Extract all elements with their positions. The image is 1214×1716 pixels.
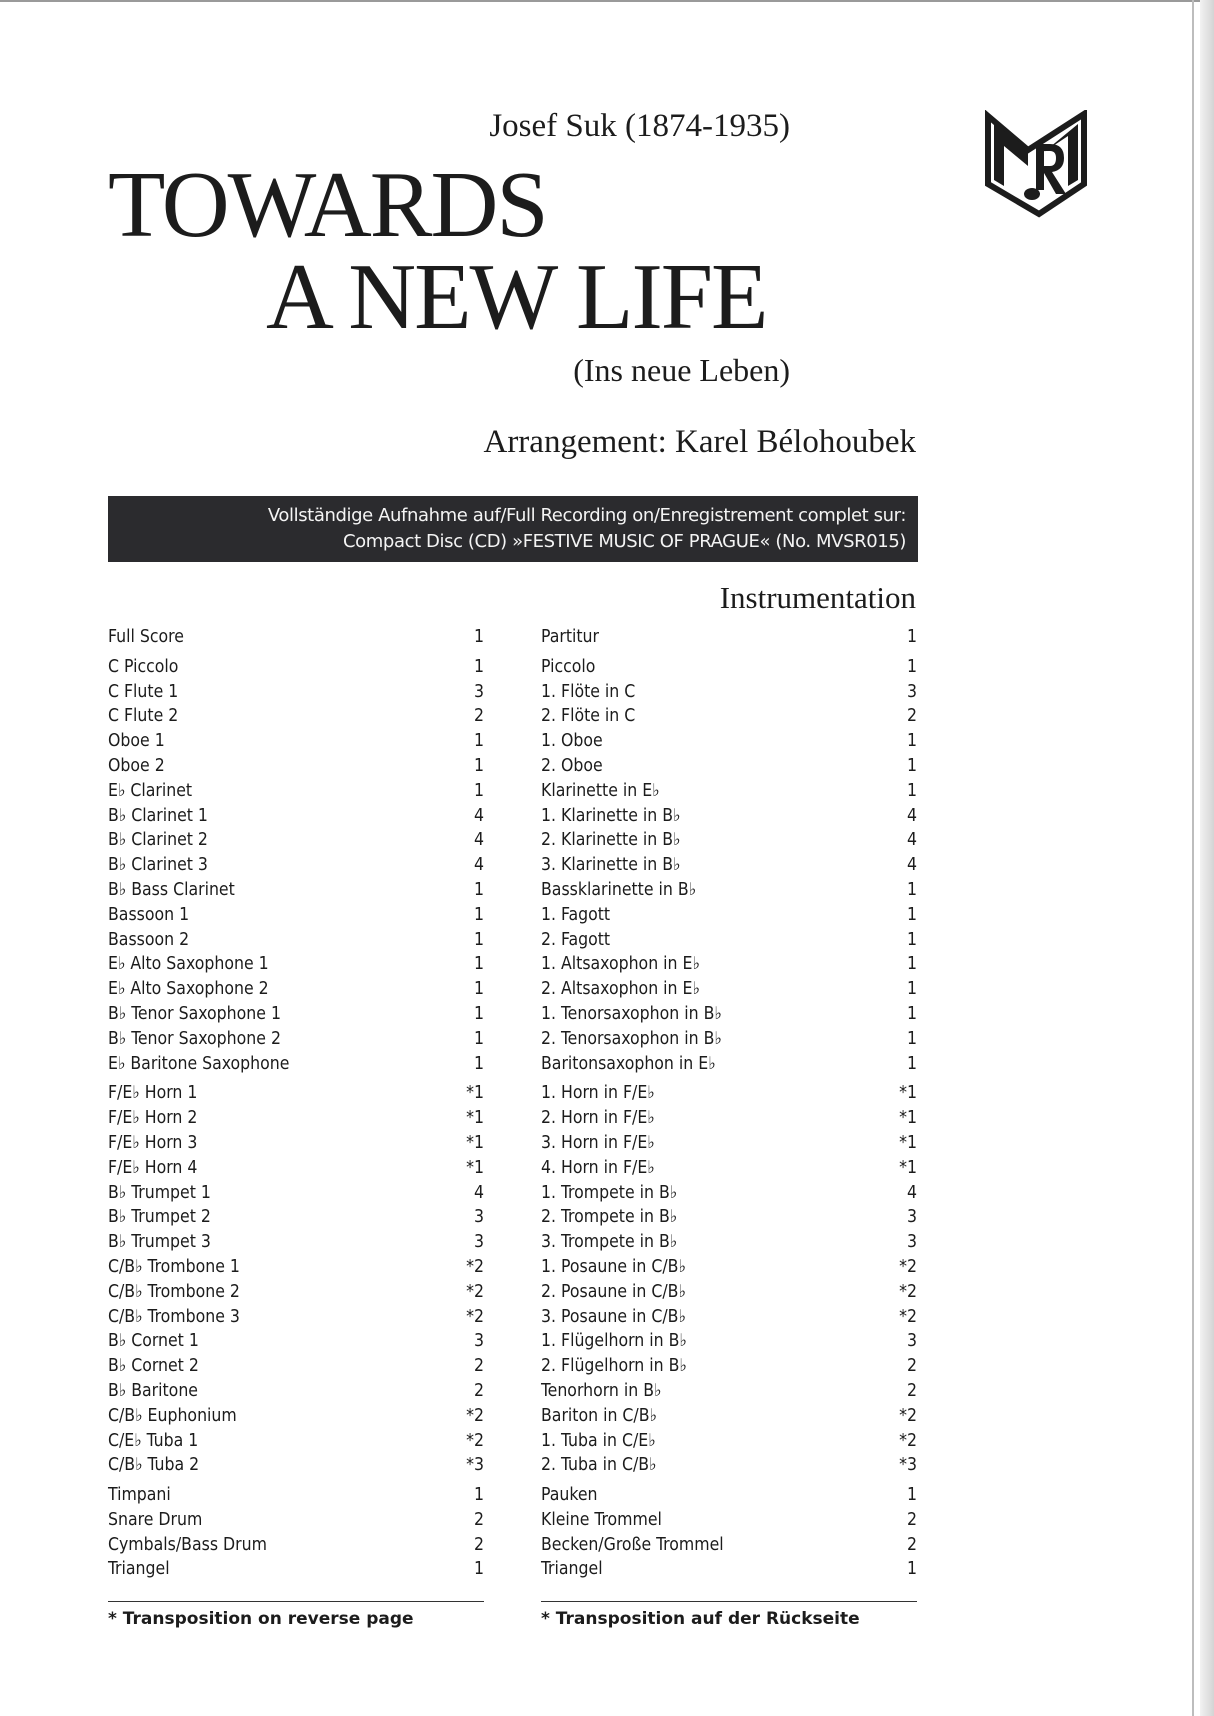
german-row [541,1508,917,1533]
composer: Josef Suk (1874-1935) [489,108,790,144]
banner-line-1: Vollständige Aufnahme auf/Full Recording on/Enregistrement complet sur: [267,505,906,526]
german-instrument-name: 2. Oboe [541,755,603,776]
german-part-count: *1 [899,1132,917,1153]
german-part-count: *2 [899,1256,917,1277]
english-instrument-name: C/B♭ Trombone 1 [108,1256,240,1277]
german-part-count: 1 [906,954,917,975]
german-part-count: 1 [906,929,917,950]
english-instrument-name: E♭ Clarinet [108,780,193,801]
german-part-count: 1 [906,731,917,752]
english-row [108,853,484,878]
english-part-count: 2 [473,1534,484,1555]
english-instrument-name: C/B♭ Trombone 2 [108,1281,240,1302]
german-part-count: *1 [899,1157,917,1178]
german-row [541,1379,917,1404]
german-instrument-name: Klarinette in E♭ [541,780,660,801]
english-part-count: *2 [466,1281,484,1302]
english-instrument-name: F/E♭ Horn 2 [108,1108,198,1129]
english-part-count: 1 [473,1485,484,1506]
german-row [541,1230,917,1255]
english-part-count: 1 [473,879,484,900]
english-part-count: 1 [473,954,484,975]
german-instrument-name: 2. Flügelhorn in B♭ [541,1356,687,1377]
german-instrument-name: 1. Flöte in C [541,681,636,702]
english-instrument-name: F/E♭ Horn 4 [108,1157,198,1178]
english-row [108,655,484,680]
german-part-count: 4 [906,1182,917,1203]
german-instrument-list [541,625,917,1582]
english-row [108,704,484,729]
banner-line-2: Compact Disc (CD) »FESTIVE MUSIC OF PRAGUE« (No. MVSR015) [343,531,906,552]
german-row [541,952,917,977]
english-part-count: *1 [466,1108,484,1129]
page-right-edge-line [1192,0,1194,1716]
english-row [108,1205,484,1230]
english-instrument-name: B♭ Tenor Saxophone 2 [108,1028,281,1049]
german-row [541,828,917,853]
english-instrument-name: B♭ Trumpet 3 [108,1232,211,1253]
german-part-count: *1 [899,1083,917,1104]
german-instrument-name: 1. Tuba in C/E♭ [541,1430,656,1451]
german-instrument-name: Bassklarinette in B♭ [541,879,697,900]
german-row [541,1533,917,1558]
english-instrument-name: E♭ Alto Saxophone 2 [108,979,269,1000]
german-part-count: 4 [906,830,917,851]
german-part-count: 2 [906,1509,917,1530]
german-row [541,977,917,1002]
english-part-count: 4 [473,1182,484,1203]
german-row [541,1205,917,1230]
english-part-count: 4 [473,805,484,826]
german-instrument-name: 4. Horn in F/E♭ [541,1157,655,1178]
german-row [541,1106,917,1131]
german-row [541,853,917,878]
english-instrument-name: Bassoon 1 [108,904,190,925]
english-instrument-name: Full Score [108,627,184,647]
english-part-count: 3 [473,1331,484,1352]
english-instrument-name: C/B♭ Euphonium [108,1405,237,1426]
german-part-count: 4 [906,855,917,876]
footnote-divider-right [541,1601,917,1602]
english-row [108,928,484,953]
german-row [541,1052,917,1077]
english-part-count: 1 [473,1559,484,1580]
english-instrument-name: B♭ Clarinet 1 [108,805,208,826]
german-instrument-name: 3. Horn in F/E♭ [541,1132,655,1153]
english-row [108,1379,484,1404]
german-part-count: *2 [899,1430,917,1451]
english-instrument-name: Triangel [108,1559,170,1580]
english-instrument-name: Oboe 2 [108,755,165,776]
english-part-count: 1 [473,627,484,647]
german-instrument-name: Kleine Trommel [541,1509,662,1530]
german-row [541,704,917,729]
german-instrument-name: 2. Fagott [541,929,611,950]
german-part-count: 3 [906,1331,917,1352]
german-instrument-name: Pauken [541,1485,598,1506]
german-row [541,804,917,829]
english-part-count: 1 [473,780,484,801]
german-instrument-name: 1. Klarinette in B♭ [541,805,681,826]
english-instrument-name: C/B♭ Trombone 3 [108,1306,240,1327]
english-row [108,1508,484,1533]
page-right-edge [1200,0,1214,1716]
german-part-count: *3 [899,1455,917,1476]
english-part-count: 1 [473,904,484,925]
german-row [541,1280,917,1305]
english-row [108,1483,484,1508]
english-row [108,1181,484,1206]
german-instrument-name: Tenorhorn in B♭ [541,1380,662,1401]
english-row [108,1354,484,1379]
german-instrument-name: 1. Oboe [541,731,603,752]
german-row [541,903,917,928]
english-instrument-name: F/E♭ Horn 3 [108,1132,198,1153]
german-instrument-name: Baritonsaxophon in E♭ [541,1053,716,1074]
footnote-divider-left [108,1601,484,1602]
german-part-count: 1 [906,1003,917,1024]
english-row [108,729,484,754]
english-instrument-name: Timpani [108,1485,171,1506]
english-row [108,1255,484,1280]
english-part-count: 4 [473,830,484,851]
german-row [541,1156,917,1181]
english-part-count: 2 [473,1509,484,1530]
german-instrument-name: 2. Flöte in C [541,706,636,727]
english-row [108,1002,484,1027]
english-part-count: 3 [473,1232,484,1253]
german-part-count: *1 [899,1108,917,1129]
german-instrument-name: Becken/Große Trommel [541,1534,724,1555]
german-part-count: 4 [906,805,917,826]
english-instrument-name: Bassoon 2 [108,929,190,950]
english-part-count: 2 [473,1356,484,1377]
english-part-count: *2 [466,1405,484,1426]
german-part-count: *2 [899,1306,917,1327]
german-instrument-name: 1. Posaune in C/B♭ [541,1256,686,1277]
english-instrument-name: B♭ Trumpet 1 [108,1182,211,1203]
german-part-count: 3 [906,1232,917,1253]
recording-banner [108,496,918,562]
english-instrument-name: C/B♭ Tuba 2 [108,1455,200,1476]
english-part-count: 2 [473,1380,484,1401]
english-row [108,1429,484,1454]
english-part-count: *1 [466,1157,484,1178]
german-part-count: 1 [906,1053,917,1074]
english-instrument-name: C Flute 2 [108,706,179,727]
german-part-count: 1 [906,1028,917,1049]
english-instrument-name: E♭ Alto Saxophone 1 [108,954,269,975]
german-part-count: 1 [906,1485,917,1506]
footnote-german: * Transposition auf der Rückseite [541,1609,860,1629]
english-part-count: 1 [473,979,484,1000]
german-row [541,1329,917,1354]
german-part-count: 1 [906,879,917,900]
english-instrument-name: B♭ Baritone [108,1380,198,1401]
german-row [541,1404,917,1429]
page-title [108,153,767,349]
german-part-count: 3 [906,681,917,702]
german-part-count: 1 [906,979,917,1000]
german-instrument-name: 1. Tenorsaxophon in B♭ [541,1003,722,1024]
english-row [108,1305,484,1330]
german-instrument-name: Bariton in C/B♭ [541,1405,657,1426]
english-instrument-name: Oboe 1 [108,731,165,752]
german-part-count: 1 [906,904,917,925]
english-row [108,1156,484,1181]
german-part-count: *2 [899,1405,917,1426]
english-row [108,1557,484,1582]
german-row [541,655,917,680]
german-part-count: 2 [906,1534,917,1555]
english-row [108,1081,484,1106]
german-part-count: 1 [906,627,917,647]
german-part-count: 2 [906,1380,917,1401]
english-instrument-name: E♭ Baritone Saxophone [108,1053,290,1074]
german-part-count: 1 [906,1559,917,1580]
german-row [541,1354,917,1379]
english-instrument-name: C Piccolo [108,656,179,677]
german-part-count: 2 [906,706,917,727]
german-instrument-name: 3. Klarinette in B♭ [541,855,681,876]
english-instrument-name: F/E♭ Horn 1 [108,1083,198,1104]
german-row [541,1081,917,1106]
english-instrument-name: C Flute 1 [108,681,179,702]
english-part-count: 3 [473,1207,484,1228]
german-instrument-name: Triangel [541,1559,603,1580]
german-row [541,928,917,953]
german-instrument-name: 1. Trompete in B♭ [541,1182,678,1203]
english-instrument-name: Snare Drum [108,1509,203,1530]
english-instrument-name: B♭ Trumpet 2 [108,1207,211,1228]
german-row [541,1429,917,1454]
english-instrument-name: B♭ Cornet 1 [108,1331,199,1352]
english-row [108,625,484,650]
english-part-count: *1 [466,1083,484,1104]
english-row [108,1280,484,1305]
german-row [541,1027,917,1052]
english-instrument-name: B♭ Clarinet 3 [108,855,208,876]
english-part-count: 1 [473,731,484,752]
english-part-count: *2 [466,1430,484,1451]
english-row [108,754,484,779]
english-row [108,828,484,853]
german-instrument-name: 2. Altsaxophon in E♭ [541,979,700,1000]
german-row [541,1131,917,1156]
german-row [541,878,917,903]
english-instrument-name: B♭ Clarinet 2 [108,830,208,851]
english-part-count: 1 [473,1003,484,1024]
german-instrument-name: 1. Flügelhorn in B♭ [541,1331,687,1352]
german-instrument-name: 2. Klarinette in B♭ [541,830,681,851]
german-part-count: 2 [906,1356,917,1377]
title-line-2: A NEW LIFE [266,245,767,349]
english-row [108,952,484,977]
english-row [108,977,484,1002]
english-row [108,1106,484,1131]
german-instrument-name: 3. Trompete in B♭ [541,1232,678,1253]
german-instrument-name: 3. Posaune in C/B♭ [541,1306,686,1327]
english-part-count: 4 [473,855,484,876]
subtitle: (Ins neue Leben) [573,352,790,388]
english-row [108,779,484,804]
publisher-logo-icon [984,110,1094,220]
english-row [108,1027,484,1052]
english-part-count: 1 [473,929,484,950]
footnote-english: * Transposition on reverse page [108,1609,414,1629]
german-row [541,1255,917,1280]
german-part-count: 1 [906,780,917,801]
english-row [108,680,484,705]
english-part-count: *3 [466,1455,484,1476]
german-row [541,625,917,650]
german-part-count: 3 [906,1207,917,1228]
instrumentation-heading: Instrumentation [719,580,916,615]
english-instrument-name: C/E♭ Tuba 1 [108,1430,199,1451]
german-instrument-name: 2. Tenorsaxophon in B♭ [541,1028,722,1049]
page-top-edge [0,0,1214,2]
arranger: Arrangement: Karel Bélohoubek [483,424,916,460]
german-row [541,680,917,705]
english-row [108,1052,484,1077]
german-row [541,1002,917,1027]
english-instrument-list [108,625,484,1582]
english-part-count: *2 [466,1306,484,1327]
german-row [541,1305,917,1330]
german-part-count: *2 [899,1281,917,1302]
english-instrument-name: B♭ Tenor Saxophone 1 [108,1003,281,1024]
german-instrument-name: 2. Posaune in C/B♭ [541,1281,686,1302]
english-row [108,1230,484,1255]
german-row [541,1557,917,1582]
german-instrument-name: Piccolo [541,656,596,677]
german-row [541,754,917,779]
german-row [541,1483,917,1508]
english-row [108,1329,484,1354]
english-part-count: 1 [473,1053,484,1074]
english-part-count: 1 [473,1028,484,1049]
english-row [108,804,484,829]
german-part-count: 1 [906,755,917,776]
german-row [541,1181,917,1206]
german-row [541,1453,917,1478]
english-part-count: 3 [473,681,484,702]
german-instrument-name: 2. Tuba in C/B♭ [541,1455,657,1476]
english-row [108,878,484,903]
english-row [108,1131,484,1156]
english-part-count: 2 [473,706,484,727]
english-part-count: 1 [473,755,484,776]
english-row [108,1453,484,1478]
english-instrument-name: B♭ Bass Clarinet [108,879,235,900]
german-instrument-name: 2. Trompete in B♭ [541,1207,678,1228]
german-row [541,729,917,754]
english-row [108,903,484,928]
german-instrument-name: Partitur [541,627,599,647]
german-instrument-name: 1. Altsaxophon in E♭ [541,954,700,975]
english-row [108,1404,484,1429]
german-part-count: 1 [906,656,917,677]
english-part-count: 1 [473,656,484,677]
german-instrument-name: 1. Horn in F/E♭ [541,1083,655,1104]
title-line-1: TOWARDS [108,153,547,257]
german-instrument-name: 1. Fagott [541,904,611,925]
german-instrument-name: 2. Horn in F/E♭ [541,1108,655,1129]
english-instrument-name: B♭ Cornet 2 [108,1356,199,1377]
german-row [541,779,917,804]
english-part-count: *2 [466,1256,484,1277]
english-instrument-name: Cymbals/Bass Drum [108,1534,267,1555]
english-part-count: *1 [466,1132,484,1153]
english-row [108,1533,484,1558]
